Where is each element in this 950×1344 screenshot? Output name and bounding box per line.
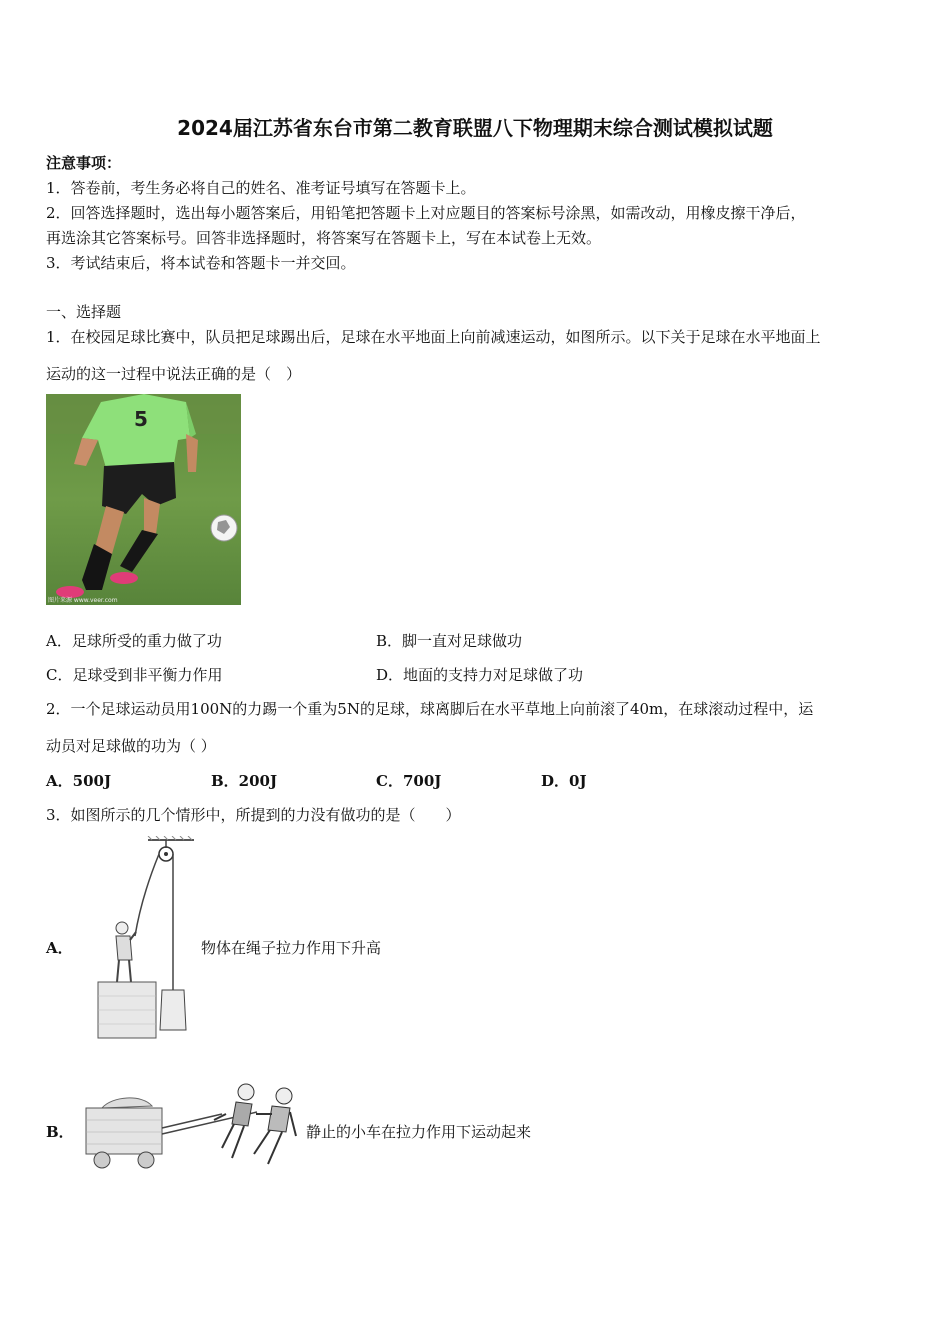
photo-watermark: 图片来源 www.veer.com (48, 597, 118, 604)
notice-item: 再选涂其它答案标号。回答非选择题时，将答案写在答题卡上，写在本试卷上无效。 (46, 229, 602, 247)
question-2-stem-cont: 动员对足球做的功为（ ） (46, 737, 216, 755)
pulley-illustration (90, 836, 196, 1046)
question-1-option-b: B．脚一直对足球做功 (376, 632, 523, 650)
question-1-option-c: C．足球受到非平衡力作用 (46, 666, 223, 684)
question-3-option-b-label: B． (46, 1123, 74, 1141)
soccer-player-kicking-ball-image (46, 394, 241, 605)
question-2-option-c: C．700J (376, 772, 442, 790)
question-3-option-a-text: 物体在绳子拉力作用下升高 (201, 939, 382, 957)
notice-item: 3．考试结束后，将本试卷和答题卡一并交回。 (46, 254, 356, 272)
question-2-stem: 2．一个足球运动员用100N的力踢一个重为5N的足球，球离脚后在水平草地上向前滚了40m，在球滚动过程中，运 (46, 700, 814, 718)
question-3-stem: 3．如图所示的几个情形中，所提到的力没有做功的是（ ） (46, 806, 461, 824)
question-1-option-d: D．地面的支持力对足球做了功 (376, 666, 584, 684)
question-2-option-d: D．0J (541, 772, 587, 790)
question-1-stem: 1．在校园足球比赛中，队员把足球踢出后，足球在水平地面上向前减速运动，如图所示。以下关于足球在水平地面上 (46, 328, 821, 346)
cart-pulling-illustration (82, 1078, 304, 1176)
question-3-option-b-text: 静止的小车在拉力作用下运动起来 (306, 1123, 532, 1141)
page-title: 2024届江苏省东台市第二教育联盟八下物理期末综合测试模拟试题 (177, 116, 773, 140)
notice-item: 1．答卷前，考生务必将自己的姓名、准考证号填写在答题卡上。 (46, 179, 476, 197)
svg-text:5: 5 (134, 407, 148, 431)
question-1-stem-cont: 运动的这一过程中说法正确的是（ ） (46, 365, 302, 383)
section-heading: 一、选择题 (46, 303, 122, 321)
children-pulling-cart-image (82, 1078, 304, 1176)
notice-item: 2．回答选择题时，选出每小题答案后，用铅笔把答题卡上对应题目的答案标号涂黑，如需改动，用橡皮擦干净后， (46, 204, 806, 222)
notice-heading: 注意事项： (46, 154, 122, 172)
question-3-option-a-label: A． (46, 939, 73, 957)
soccer-photo (46, 394, 241, 605)
pulley-lifting-image (90, 836, 196, 1046)
question-2-option-a: A．500J (46, 772, 112, 790)
question-1-option-a: A．足球所受的重力做了功 (46, 632, 222, 650)
question-2-option-b: B．200J (211, 772, 278, 790)
